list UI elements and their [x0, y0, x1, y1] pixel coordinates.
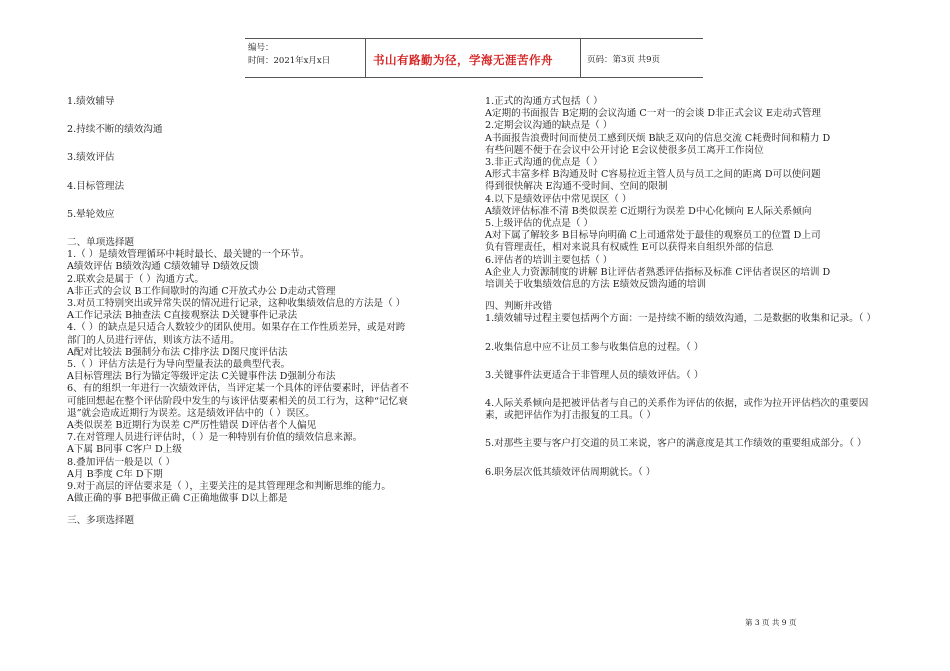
question-line: 7.在对管理人员进行评估时，（ ）是一种特别有价值的绩效信息来源。	[67, 432, 363, 444]
page-header	[245, 38, 703, 78]
question-line: 2.定期会议沟通的缺点是（ ）	[485, 120, 613, 132]
judgment-item: 5.对那些主要与客户打交道的员工来说，客户的满意度是其工作绩效的重要组成部分。（ ）	[485, 438, 867, 450]
question-line: 6、有的组织一年进行一次绩效评估，当评定某一个具体的评估要素时，评估者不	[67, 383, 409, 395]
section-title: 三、多项选择题	[67, 515, 135, 527]
header-divider	[580, 39, 581, 77]
term-item: 4.目标管理法	[67, 180, 125, 192]
judgment-item: 6.职务层次低其绩效评估周期就长。（ ）	[485, 466, 656, 478]
question-line: A做正确的事 B把事做正确 C正确地做事 D以上都是	[67, 493, 288, 505]
term-item: 5.晕轮效应	[67, 208, 115, 220]
question-line: 8.叠加评估一般是以（ ）	[67, 456, 176, 468]
question-line: A绩效评估 B绩效沟通 C绩效辅导 D绩效反馈	[67, 261, 259, 273]
question-line: 有些问题不便于在会议中公开讨论 E会议使很多员工离开工作岗位	[485, 144, 764, 156]
question-line: 9.对于高层的评估要求是（ ），主要关注的是其管理理念和判断思维的能力。	[67, 481, 391, 493]
term-item: 3.绩效评估	[67, 152, 115, 164]
judgment-item: 4.人际关系倾向是把被评估者与自己的关系作为评估的依据，或作为拉开评估档次的重要因素，或把评估作为打击报复的工具。（ ）	[485, 398, 869, 422]
question-line: 得到很快解决 E沟通不受时间、空间的限制	[485, 181, 668, 193]
question-line: 培训关于收集绩效信息的方法 E绩效反馈沟通的培训	[485, 279, 707, 291]
question-line: A工作记录法 B抽查法 C直接观察法 D关键事件记录法	[67, 310, 298, 322]
header-time-label: 时间：2021年x月x日	[248, 56, 331, 66]
header-divider	[365, 39, 366, 77]
question-line: 部门的人员进行评估，则该方法不适用。	[67, 334, 240, 346]
question-line: 5.上级评估的优点是（ ）	[485, 218, 594, 230]
question-line: A月 B季度 C年 D下期	[67, 468, 163, 480]
question-line: A企业人力资源制度的讲解 B让评估者熟悉评估指标及标准 C评估者误区的培训 D	[485, 266, 831, 278]
question-line: A定期的书面报告 B定期的会议沟通 C一对一的会谈 D非正式会议 E走动式管理	[485, 108, 822, 120]
question-line: 6.评估者的培训主要包括（ ）	[485, 254, 613, 266]
question-line: 2.联欢会是属于（ ）沟通方式。	[67, 273, 204, 285]
judgment-item: 1.绩效辅导过程主要包括两个方面：一是持续不断的绩效沟通，二是数据的收集和记录。（ ）	[485, 313, 877, 325]
term-item: 1.绩效辅导	[67, 96, 115, 107]
page-footer: 第 3 页 共 9 页	[745, 618, 797, 627]
question-line: 5.（ ）评估方法是行为导向型量表法的最典型代表。	[67, 359, 291, 371]
right-column	[485, 96, 885, 479]
question-line: A绩效评估标准不清 B类似误差 C近期行为误差 D中心化倾向 E人际关系倾向	[485, 205, 812, 217]
judgment-item: 3.关键事件法更适合于非管理人员的绩效评估。（ ）	[485, 369, 704, 381]
header-meta	[248, 42, 330, 68]
question-line: A类似误差 B近期行为误差 C严厉性错误 D评估者个人偏见	[67, 420, 317, 432]
question-line: 3.对员工特别突出或异常失误的情况进行记录，这种收集绩效信息的方法是（ ）	[67, 298, 406, 310]
term-item: 2.持续不断的绩效沟通	[67, 124, 163, 136]
question-line: 退”就会造成近期行为误差。这是绩效评估中的（ ）误区。	[67, 407, 315, 419]
question-line: 4.（ ）的缺点是只适合人数较少的团队使用。如果存在工作性质差异，或是对跨	[67, 322, 406, 334]
left-column	[67, 96, 462, 528]
question-line: A书面报告浪费时间而使员工感到厌烦 B缺乏双向的信息交流 C耗费时间和精力 D	[485, 132, 831, 144]
header-motto: 书山有路勤为径，学海无涯苦作舟	[373, 53, 553, 67]
question-line: 1.正式的沟通方式包括（ ）	[485, 96, 603, 107]
section-title: 二、单项选择题	[67, 237, 135, 249]
question-line: 1.（ ）是绩效管理循环中耗时最长、最关键的一个环节。	[67, 249, 310, 261]
question-line: A形式丰富多样 B沟通及时 C容易拉近主管人员与员工之间的距离 D可以使问题	[485, 169, 821, 181]
question-line: A下属 B同事 C客户 D上级	[67, 444, 182, 456]
question-line: A对下属了解较多 B目标导向明确 C上司通常处于最佳的观察员工的位置 D上司	[485, 230, 821, 242]
question-line: 可能回想起在整个评估阶段中发生的与该评估要素相关的员工行为，这种“记忆衰	[67, 395, 408, 407]
question-line: 3.非正式沟通的优点是（ ）	[485, 157, 603, 169]
header-page-label: 页码：第3页 共9页	[587, 55, 661, 65]
section-title: 四、判断并改错	[485, 301, 553, 313]
judgment-item: 2.收集信息中应不让员工参与收集信息的过程。（ ）	[485, 341, 704, 353]
question-line: A配对比较法 B强制分布法 C排序法 D图尺度评估法	[67, 346, 288, 358]
question-line: 4.以下是绩效评估中常见误区（ ）	[485, 193, 632, 205]
header-number-label: 编号：	[248, 43, 274, 53]
question-line: A非正式的会议 B工作间歇时的沟通 C开放式办公 D走动式管理	[67, 285, 336, 297]
question-line: A目标管理法 B行为锚定等级评定法 C关键事件法 D强制分布法	[67, 371, 336, 383]
question-line: 负有管理责任，相对来说具有权威性 E可以获得来自组织外部的信息	[485, 242, 774, 254]
